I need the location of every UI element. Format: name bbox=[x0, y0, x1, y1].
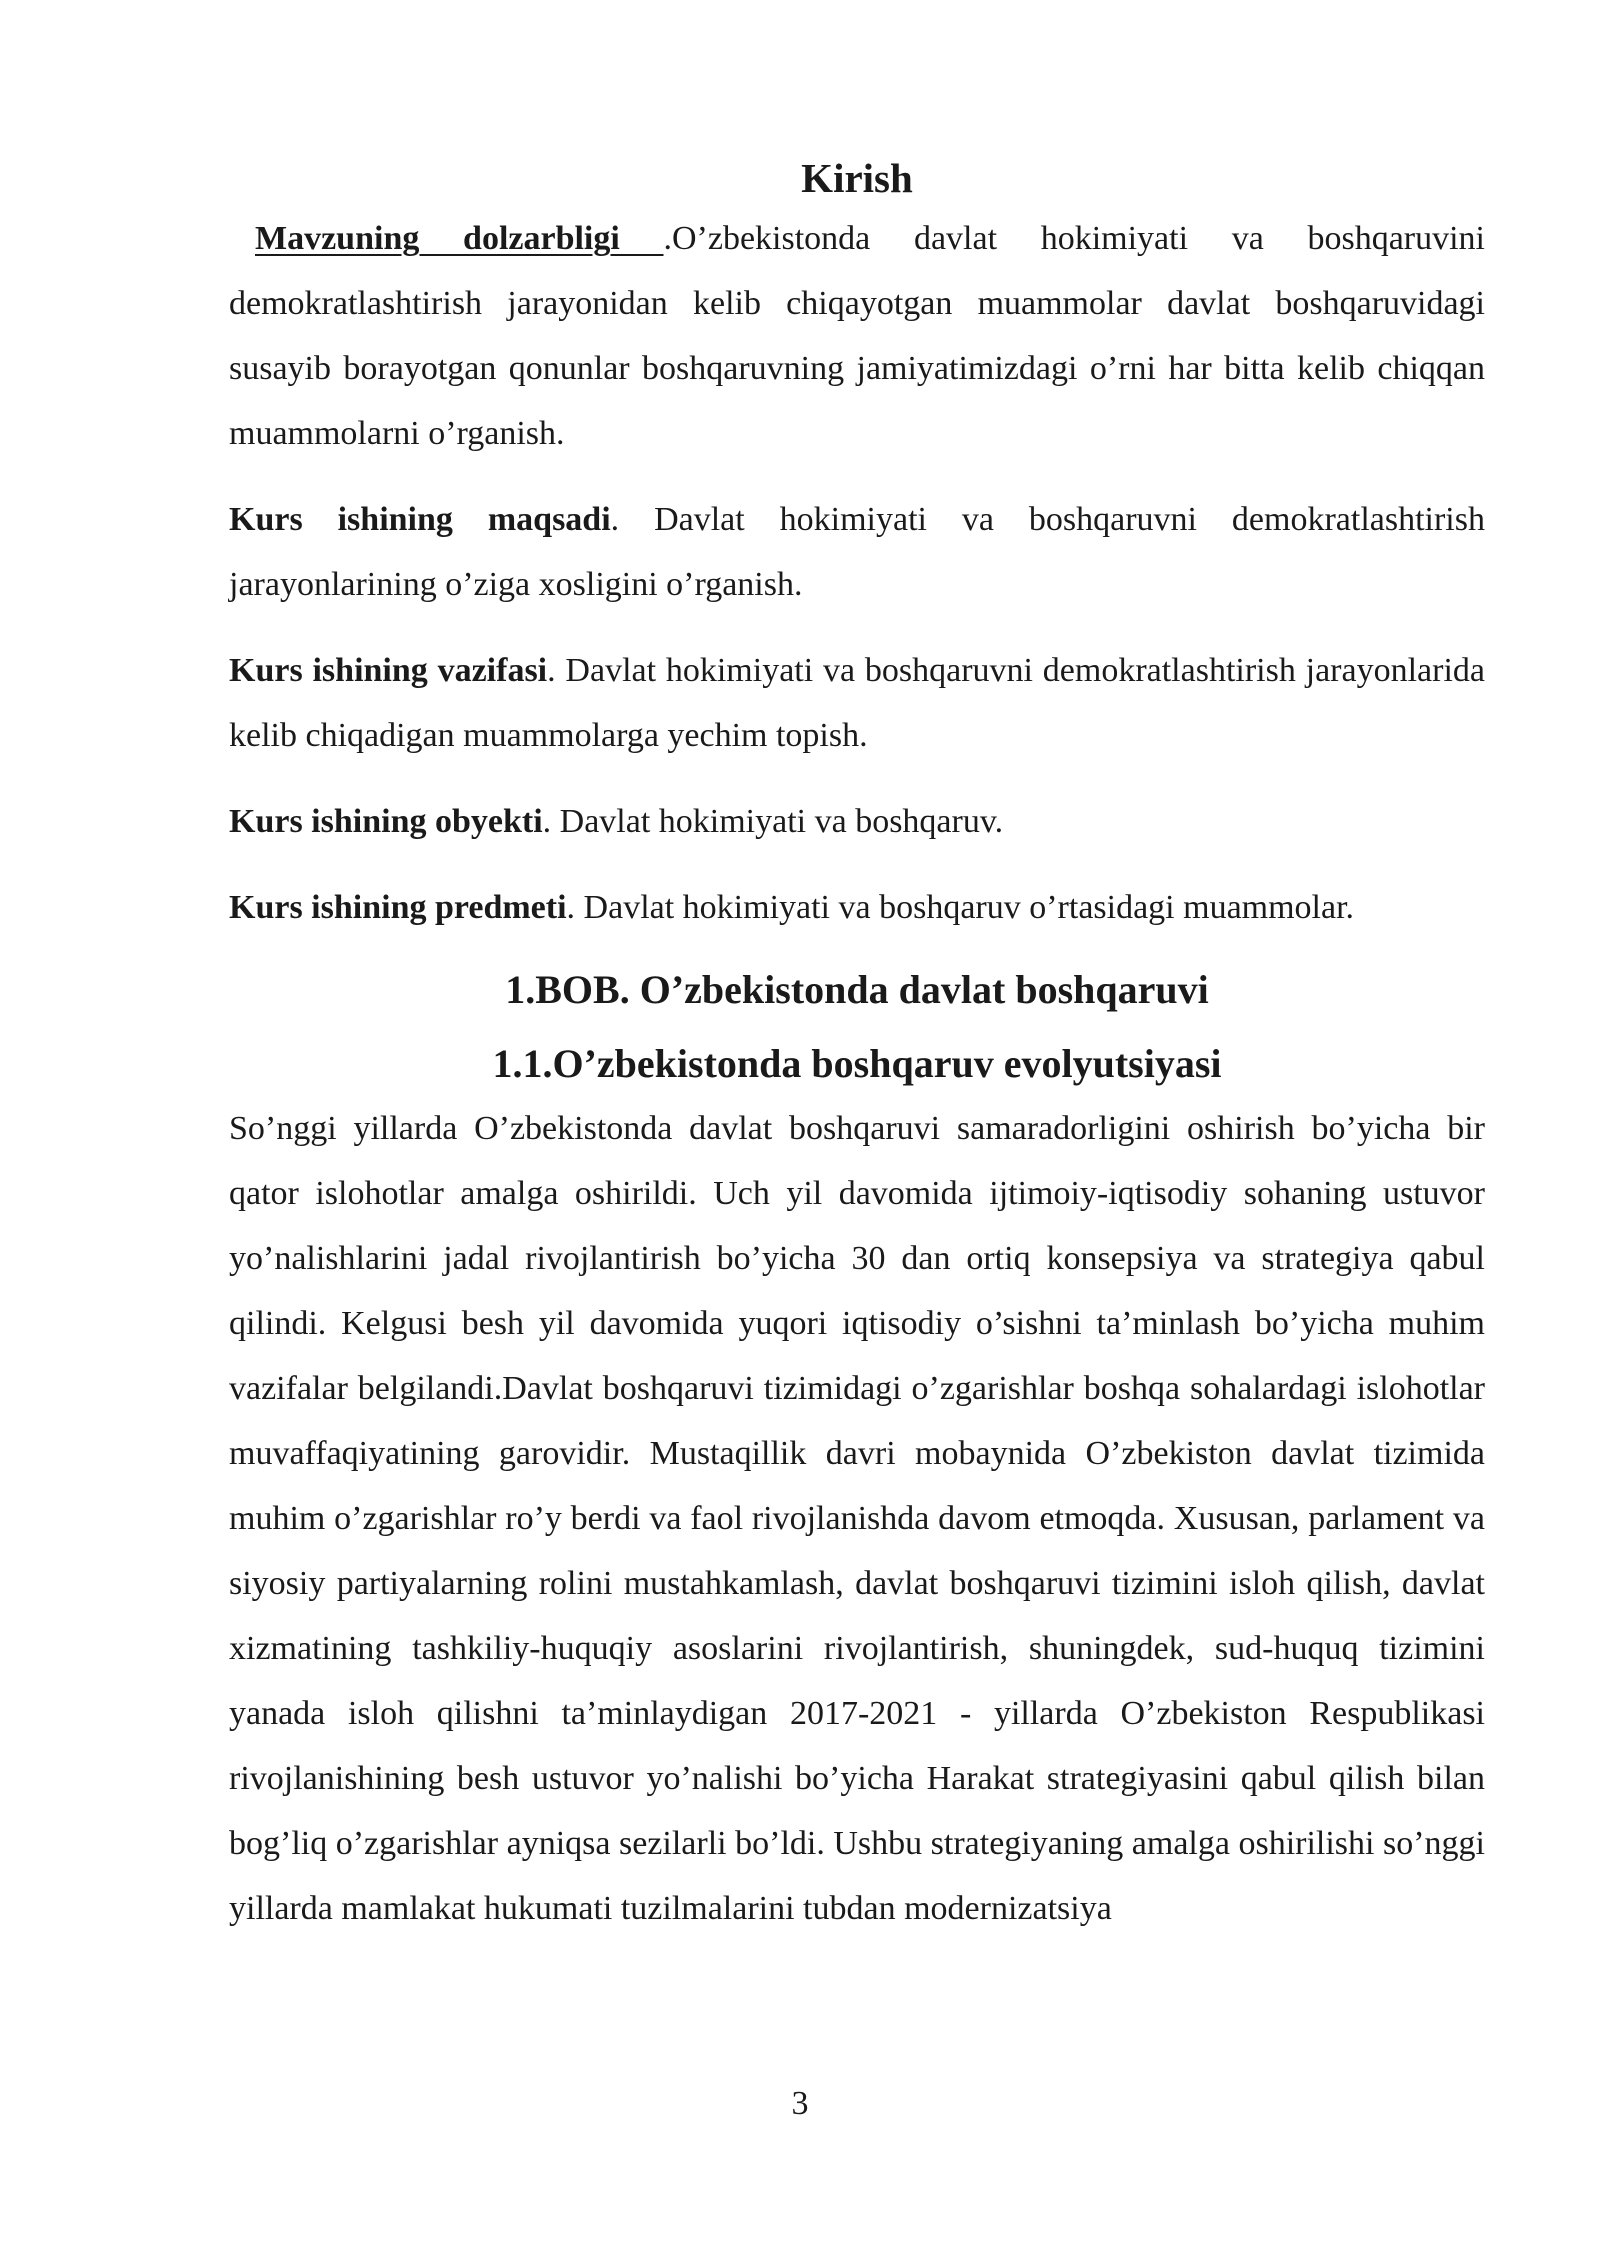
object-paragraph bbox=[229, 789, 1485, 854]
object-lead: Kurs ishining obyekti bbox=[229, 803, 543, 840]
goal-text: . Davlat hokimiyati va boshqaruvni demokratlashtirish jarayonlarining o’ziga xosligini o’rganish. bbox=[229, 501, 1485, 603]
relevance-paragraph bbox=[229, 206, 1485, 466]
subject-paragraph bbox=[229, 875, 1485, 940]
task-paragraph bbox=[229, 638, 1485, 768]
subject-text: . Davlat hokimiyati va boshqaruv o’rtasidagi muammolar. bbox=[566, 889, 1355, 926]
intro-title: Kirish bbox=[801, 155, 913, 201]
page-number: 3 bbox=[791, 2085, 809, 2122]
section-title: 1.1.O’zbekistonda boshqaruv evolyutsiyasi bbox=[492, 1041, 1222, 1086]
chapter-body-paragraph: So’nggi yillarda O’zbekistonda davlat boshqaruvi samaradorligini oshirish bo’yicha bir qator islohotlar amalga oshirildi. Uch yil davomida ijtimoiy-iqtisodiy sohaning ustuvor yo’nalishlarini jadal rivojlantirish bo’yicha 30 dan ortiq konsepsiya va strategiya qabul qilindi. Kelgusi besh yil davomida yuqori iqtisodiy o’sishni ta’minlash bo’yicha muhim vazifalar belgilandi.Davlat boshqaruvi tizimidagi o’zgarishlar boshqa sohalardagi islohotlar muvaffaqiyatining garovidir. Mustaqillik davri mobaynida O’zbekiston davlat tizimida muhim o’zgarishlar ro’y berdi va faol rivojlanishda davom etmoqda. Xususan, parlament va siyosiy partiyalarning rolini mustahkamlash, davlat boshqaruvi tizimini isloh qilish, davlat xizmatining tashkiliy-huquqiy asoslarini rivojlantirish, shuningdek, sud-huquq tizimini yanada isloh qilishni ta’minlaydigan 2017-2021 - yillarda O’zbekiston Respublikasi rivojlanishining besh ustuvor yo’nalishi bo’yicha Harakat strategiyasini qabul qilish bilan bog’liq o’zgarishlar ayniqsa sezilarli bo’ldi. Ushbu strategiyaning amalga oshirilishi so’nggi yillarda mamlakat hukumati tuzilmalarini tubdan modernizatsiya bbox=[229, 1110, 1485, 1927]
chapter-title: 1.BOB. O’zbekistonda davlat boshqaruvi bbox=[505, 967, 1209, 1012]
task-text: . Davlat hokimiyati va boshqaruvni demokratlashtirish jarayonlarida kelib chiqadigan muammolarga yechim topish. bbox=[229, 652, 1485, 754]
relevance-text: .O’zbekistonda davlat hokimiyati va boshqaruvini demokratlashtirish jarayonidan kelib chiqayotgan muammolar davlat boshqaruvidagi susayib borayotgan qonunlar boshqaruvning jamiyatimizdagi o’rni har bitta kelib chiqqan muammolarni o’rganish. bbox=[229, 220, 1486, 452]
page-content bbox=[229, 150, 1485, 1941]
goal-lead: Kurs ishining maqsadi bbox=[229, 501, 611, 538]
goal-paragraph bbox=[229, 487, 1485, 617]
object-text: . Davlat hokimiyati va boshqaruv. bbox=[542, 803, 1004, 840]
subject-lead: Kurs ishining predmeti bbox=[229, 889, 567, 926]
task-lead: Kurs ishining vazifasi bbox=[229, 652, 548, 689]
relevance-lead: Mavzuning dolzarbligi bbox=[255, 220, 664, 257]
